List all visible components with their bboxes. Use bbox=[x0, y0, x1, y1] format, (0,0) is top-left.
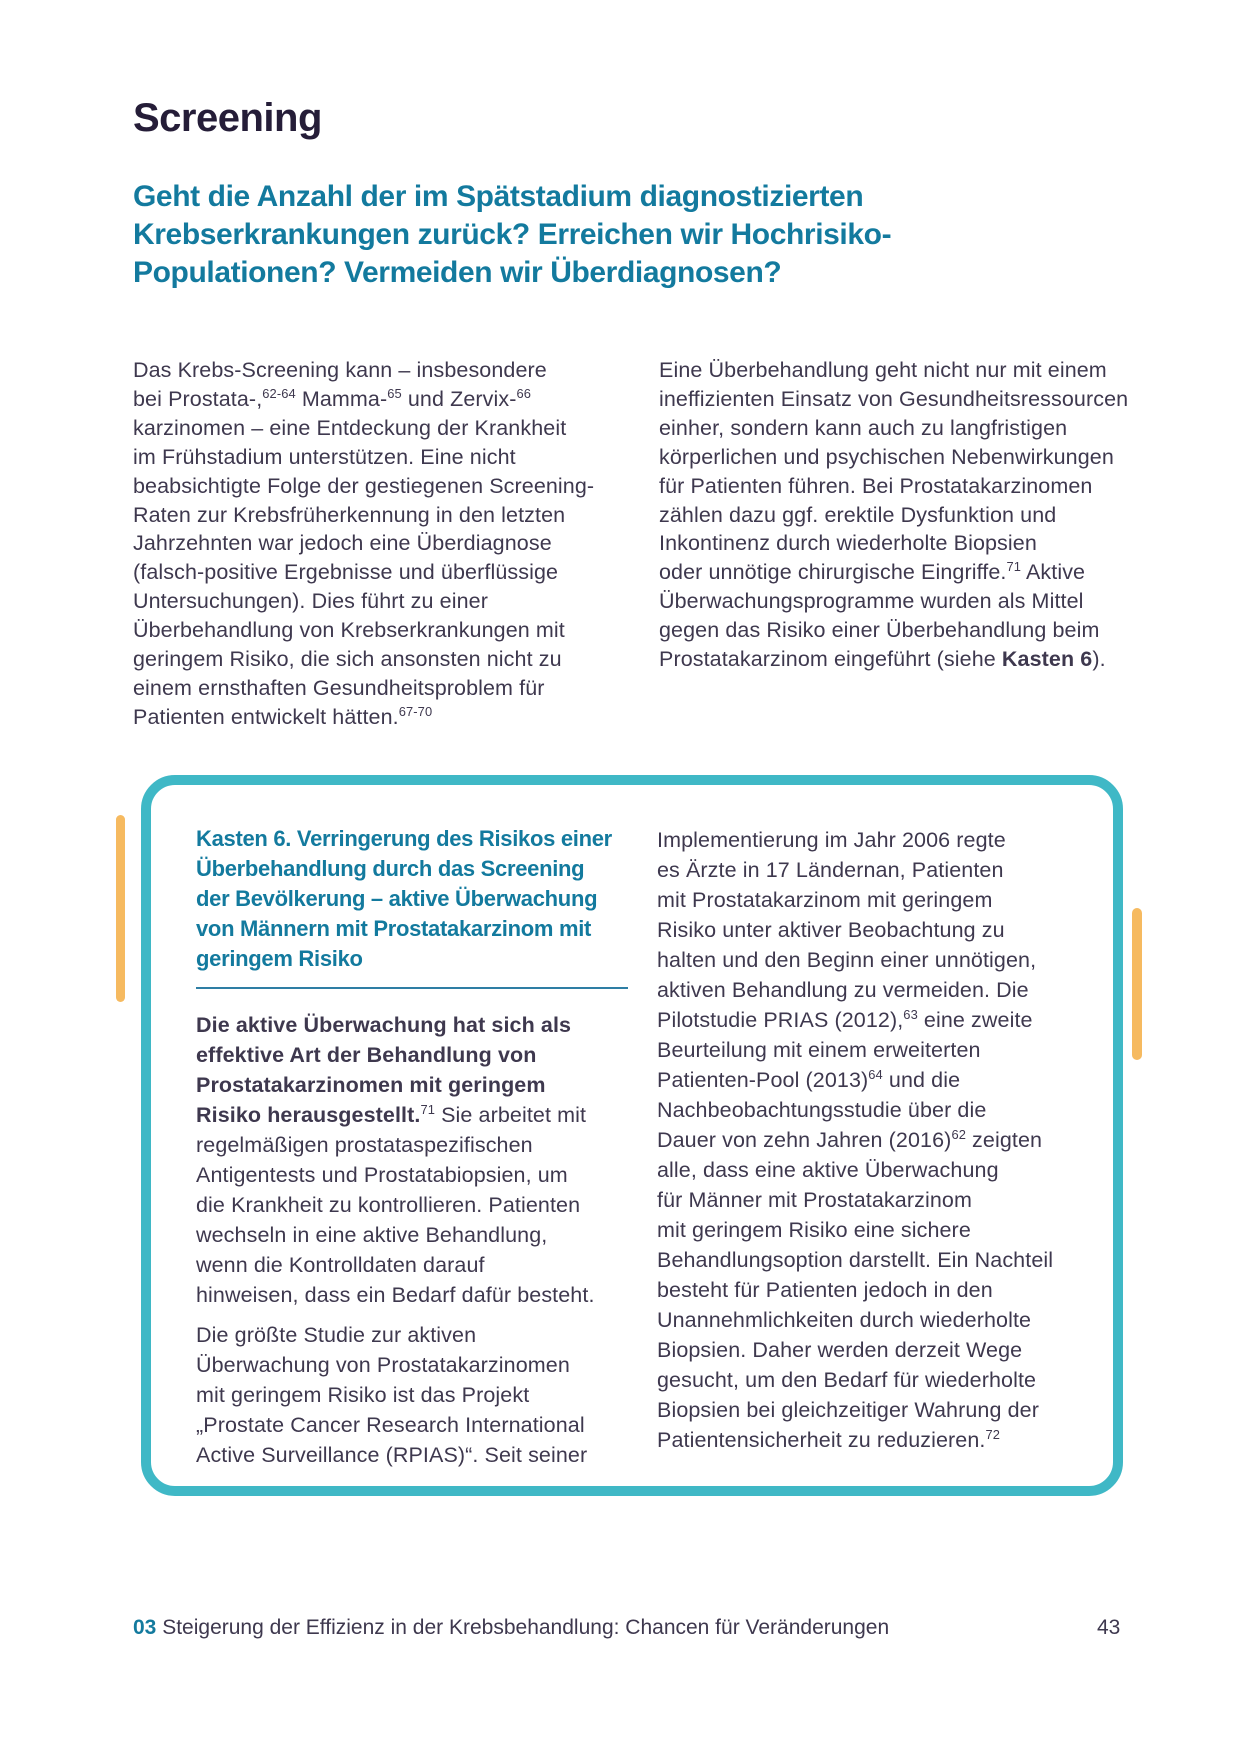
text-line: geringem Risiko, die sich ansonsten nicht zu bbox=[133, 647, 562, 672]
text-line: besteht für Patienten jedoch in den bbox=[657, 1278, 993, 1302]
text-line: mit geringem Risiko eine sichere bbox=[657, 1218, 971, 1242]
text-line: Behandlungsoption darstellt. Ein Nachteil bbox=[657, 1248, 1054, 1272]
text-line: Populationen? Vermeiden wir Überdiagnosen? bbox=[133, 256, 782, 289]
text-line: Risiko unter aktiver Beobachtung zu bbox=[657, 918, 1005, 942]
text-line: gegen das Risiko einer Überbehandlung beim bbox=[659, 618, 1100, 643]
text-line: einher, sondern kann auch zu langfristigen bbox=[659, 415, 1068, 440]
text-line: Überwachungsprogramme wurden als Mittel bbox=[659, 589, 1084, 614]
text-line: halten und den Beginn einer unnötigen, bbox=[657, 948, 1037, 972]
text-line: oder unnötige chirurgische Eingriffe.$^{71}$ Aktive bbox=[659, 559, 1086, 585]
text-line: effektive Art der Behandlung von bbox=[196, 1043, 537, 1067]
text-line: wenn die Kontrolldaten darauf bbox=[196, 1253, 485, 1277]
text-line: Risiko herausgestellt.$^{71}$ Sie arbeitet mit bbox=[196, 1101, 587, 1127]
text-line: es Ärzte in 17 Ländernan, Patienten bbox=[657, 858, 1004, 882]
text-line: beabsichtigte Folge der gestiegenen Screening- bbox=[133, 473, 595, 498]
text-line: geringem Risiko bbox=[196, 946, 363, 971]
text-line: körperlichen und psychischen Nebenwirkungen bbox=[659, 444, 1114, 469]
text-line: zählen dazu ggf. erektile Dysfunktion und bbox=[659, 502, 1057, 527]
page-title: Screening bbox=[133, 96, 322, 140]
text-line: Überwachung von Prostatakarzinomen bbox=[196, 1353, 570, 1377]
accent-bar-left bbox=[116, 815, 125, 1002]
text-line: alle, dass eine aktive Überwachung bbox=[657, 1158, 999, 1182]
text-line: Nachbeobachtungsstudie über die bbox=[657, 1098, 987, 1122]
intro-right-column bbox=[659, 356, 1128, 674]
text-line: Geht die Anzahl der im Spätstadium diagnostizierten bbox=[133, 180, 864, 213]
kasten-right-column bbox=[657, 825, 1053, 1455]
footer-page-number: 43 bbox=[1097, 1616, 1121, 1639]
text-line: der Bevölkerung – aktive Überwachung bbox=[196, 886, 598, 911]
text-line: für Patienten führen. Bei Prostatakarzinomen bbox=[659, 473, 1093, 498]
text-line: (falsch-positive Ergebnisse und überflüssige bbox=[133, 560, 559, 585]
text-line: bei Prostata-,$^{62-64}$ Mamma-$^{65}$ und Zervix-$^{66}$ bbox=[133, 385, 532, 411]
text-line: Kasten 6. Verringerung des Risikos einer bbox=[196, 826, 612, 851]
text-line: Prostatakarzinomen mit geringem bbox=[196, 1073, 546, 1097]
kasten-divider bbox=[196, 987, 628, 989]
text-line: Unannehmlichkeiten durch wiederholte bbox=[657, 1308, 1032, 1332]
text-line: „Prostate Cancer Research International bbox=[196, 1413, 585, 1437]
text-line: Überbehandlung durch das Screening bbox=[196, 856, 585, 881]
text-line: Patienten-Pool $(2013)^{64}$ und die bbox=[657, 1066, 961, 1092]
text-line: Untersuchungen). Dies führt zu einer bbox=[133, 589, 488, 614]
footer-chapter-title: Steigerung der Effizienz in der Krebsbehandlung: Chancen für Veränderungen bbox=[162, 1616, 890, 1639]
text-line: Antigentests und Prostatabiopsien, um bbox=[196, 1163, 568, 1187]
text-line: Active Surveillance (RPIAS)“. Seit seiner bbox=[196, 1443, 588, 1467]
section-heading bbox=[133, 178, 891, 292]
kasten-heading bbox=[196, 824, 612, 974]
text-line: Biopsien bei gleichzeitiger Wahrung der bbox=[657, 1398, 1039, 1422]
text-line: Überbehandlung von Krebserkrankungen mit bbox=[133, 618, 565, 643]
kasten-left-paragraph-1 bbox=[196, 1010, 595, 1310]
text-line: Beurteilung mit einem erweiterten bbox=[657, 1038, 981, 1062]
text-line: Inkontinenz durch wiederholte Biopsien bbox=[659, 531, 1037, 556]
text-line: Die aktive Überwachung hat sich als bbox=[196, 1013, 572, 1037]
intro-left-column bbox=[133, 356, 594, 732]
footer bbox=[133, 1616, 889, 1640]
text-line: im Frühstadium unterstützen. Eine nicht bbox=[133, 444, 516, 469]
text-line: mit Prostatakarzinom mit geringem bbox=[657, 888, 993, 912]
text-line: für Männer mit Prostatakarzinom bbox=[657, 1188, 972, 1212]
text-line: Biopsien. Daher werden derzeit Wege bbox=[657, 1338, 1023, 1362]
kasten-left-paragraph-2 bbox=[196, 1320, 587, 1470]
text-line: mit geringem Risiko ist das Projekt bbox=[196, 1383, 530, 1407]
text-line: karzinomen – eine Entdeckung der Krankheit bbox=[133, 415, 567, 440]
text-line: gesucht, um den Bedarf für wiederholte bbox=[657, 1368, 1037, 1392]
footer-chapter-number: 03 bbox=[133, 1616, 157, 1639]
text-line: Das Krebs-Screening kann – insbesondere bbox=[133, 358, 547, 382]
text-line: wechseln in eine aktive Behandlung, bbox=[196, 1223, 548, 1247]
text-line: von Männern mit Prostatakarzinom mit bbox=[196, 916, 592, 941]
text-line: Patientensicherheit zu reduzieren.$^{72}$ bbox=[657, 1426, 1001, 1452]
text-line: Eine Überbehandlung geht nicht nur mit einem bbox=[659, 358, 1107, 382]
text-line: aktiven Behandlung zu vermeiden. Die bbox=[657, 978, 1029, 1002]
text-line: Pilotstudie PRIAS (2012),$^{63}$ eine zweite bbox=[657, 1006, 1033, 1032]
text-line: Patienten entwickelt hätten.$^{67-70}$ bbox=[133, 703, 433, 729]
text-line: hinweisen, dass ein Bedarf dafür besteht. bbox=[196, 1283, 595, 1307]
text-line: ineffizienten Einsatz von Gesundheitsressourcen bbox=[659, 386, 1129, 411]
text-line: regelmäßigen prostataspezifischen bbox=[196, 1133, 533, 1157]
text-line: Raten zur Krebsfrüherkennung in den letzten bbox=[133, 502, 566, 527]
text-line: Prostatakarzinom eingeführt (siehe Kasten 6). bbox=[659, 647, 1106, 672]
text-line: Jahrzehnten war jedoch eine Überdiagnose bbox=[133, 531, 552, 556]
accent-bar-right bbox=[1132, 908, 1142, 1060]
text-line: die Krankheit zu kontrollieren. Patienten bbox=[196, 1193, 581, 1217]
text-line: Dauer von zehn Jahren $(2016)^{62}$ zeigten bbox=[657, 1126, 1043, 1152]
text-line: Implementierung im Jahr 2006 regte bbox=[657, 828, 1006, 852]
text-line: einem ernsthaften Gesundheitsproblem für bbox=[133, 675, 545, 700]
text-line: Krebserkrankungen zurück? Erreichen wir Hochrisiko- bbox=[133, 218, 892, 251]
text-line: Die größte Studie zur aktiven bbox=[196, 1323, 477, 1347]
